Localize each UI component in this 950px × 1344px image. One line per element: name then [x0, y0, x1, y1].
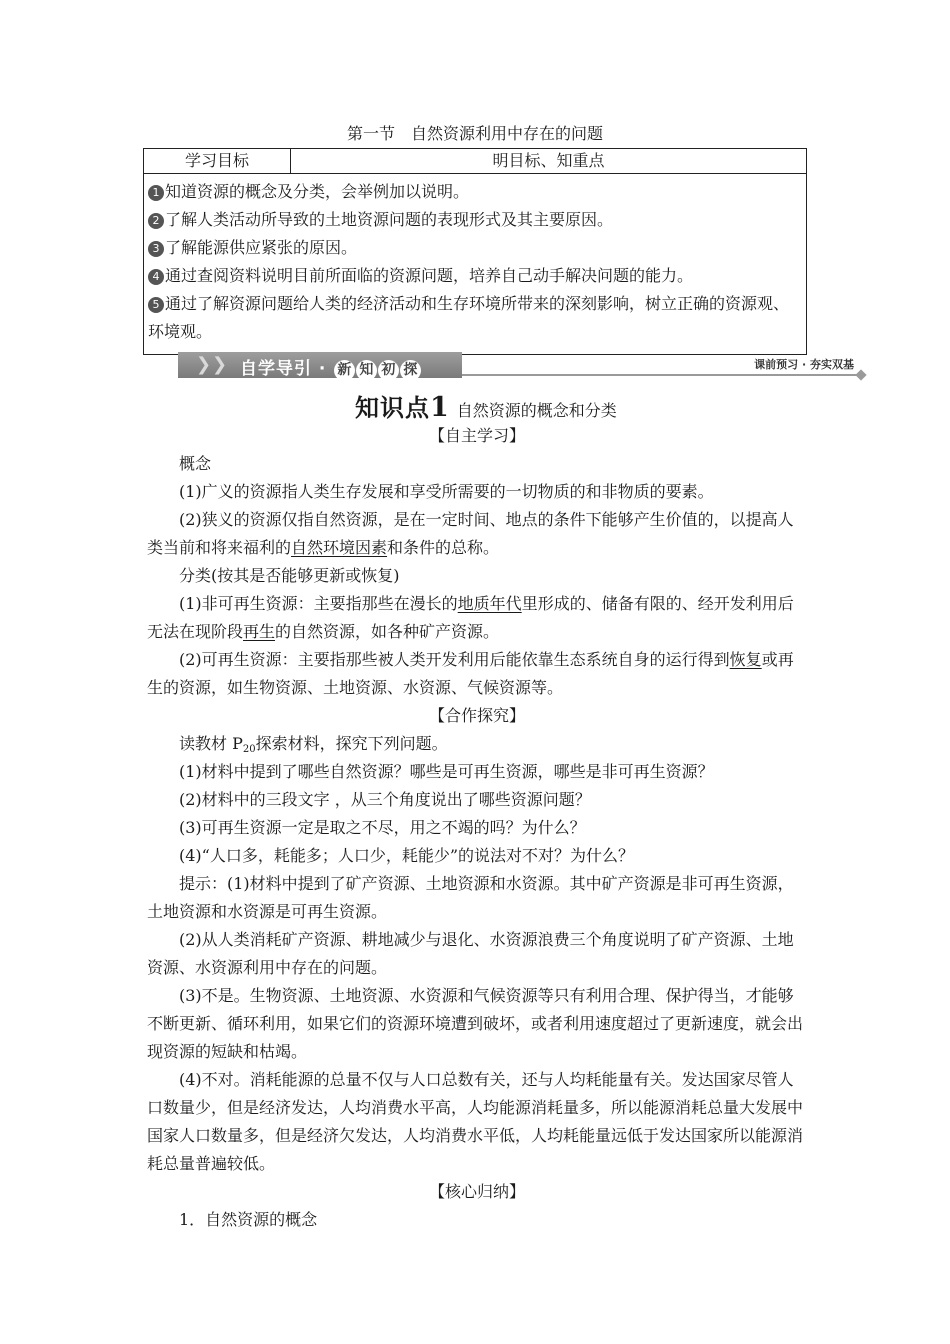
goal-item: [148, 262, 802, 290]
number-badge-icon: 3: [148, 241, 164, 257]
knowledge-point-label: 知识点: [355, 394, 430, 422]
section-title: 第一节 自然资源利用中存在的问题: [346, 124, 603, 143]
answer-3: (3)不是。生物资源、土地资源、水资源和气候资源等只有利用合理、保护得当，才能够不断更新、循环利用，如果它们的资源环境遭到破坏，或者利用速度超过了更新速度，就会出现资源的短缺和枯竭。: [147, 986, 804, 1061]
knowledge-point-number: 1: [430, 392, 449, 423]
circle-char: 初: [378, 360, 399, 381]
circle-char: 探: [400, 360, 421, 381]
underlined-term: 自然环境因素: [291, 538, 388, 557]
chevron-right-icon: ❯: [196, 354, 212, 375]
knowledge-point-heading: [355, 388, 617, 423]
question-4: (4)“人口多，耗能多；人口少，耗能少”的说法对不对？为什么？: [179, 846, 635, 865]
classification-paragraph-1: (1)非可再生资源：主要指那些在漫长的地质年代里形成的、储备有限的、经开发利用后无法在现阶段再生的自然资源，如各种矿产资源。: [147, 594, 794, 641]
goals-table-header: [144, 149, 807, 174]
question-2: (2)材料中的三段文字 ，从三个角度说出了哪些资源问题？: [179, 790, 591, 809]
question-1: (1)材料中提到了哪些自然资源？哪些是可再生资源，哪些是非可再生资源？: [179, 762, 714, 781]
circle-char: 新: [334, 360, 355, 381]
concept-paragraph-1: (1)广义的资源指人类生存发展和享受所需要的一切物质的和非物质的要素。: [179, 482, 714, 501]
chevron-right-icon: ❯: [212, 354, 228, 375]
answer-4: (4)不对。消耗能源的总量不仅与人口总数有关，还与人均耗能量有关。发达国家尽管人口数量少，但是经济发达，人均消费水平高，人均能源消耗量多，所以能源消耗总量大发展中国家人口数量多，但是经济欠发达，人均消费水平低，人均耗能量远低于发达国家所以能源消耗总量普遍较低。: [147, 1070, 804, 1173]
summary-item-1: 1．自然资源的概念: [179, 1210, 318, 1229]
banner-title: 自学导引 · 新 知 初 探: [240, 354, 421, 381]
cooperation-intro: 读教材 $P_{20}$探索材料，探究下列问题。: [179, 734, 448, 755]
goals-list: [144, 174, 807, 355]
summary-heading: 【核心归纳】: [428, 1182, 525, 1201]
question-3: (3)可再生资源一定是取之不尽，用之不竭的吗？为什么？: [179, 818, 586, 837]
concept-label: 概念: [179, 454, 212, 473]
number-badge-icon: 2: [148, 213, 164, 229]
classification-paragraph-2: (2)可再生资源：主要指那些被人类开发利用后能依靠生态系统自身的运行得到恢复或再生的资源，如生物资源、土地资源、水资源、气候资源等。: [147, 650, 794, 697]
goal-text: 通过了解资源问题给人类的经济活动和生存环境所带来的深刻影响，树立正确的资源观、环境观。: [148, 294, 790, 341]
goal-text: 了解人类活动所导致的土地资源问题的表现形式及其主要原因。: [165, 210, 614, 229]
learning-goals-table: [143, 148, 807, 355]
self-study-heading: 【自主学习】: [428, 426, 525, 445]
underlined-term: 恢复: [729, 650, 762, 669]
answer-1: 提示：(1)材料中提到了矿产资源、土地资源和水资源。其中矿产资源是非可再生资源，土地资源和水资源是可再生资源。: [147, 874, 794, 921]
number-badge-icon: 5: [148, 297, 164, 313]
banner-right-label: 课前预习 · 夯实双基: [754, 358, 854, 371]
diamond-icon: [855, 369, 866, 380]
underlined-term: 再生: [243, 622, 276, 641]
goal-item: [148, 178, 802, 206]
goal-item: [148, 234, 802, 262]
goals-col2-header: 明目标、知重点: [291, 149, 807, 174]
section-banner: [178, 352, 868, 378]
answer-2: (2)从人类消耗矿产资源、耕地减少与退化、水资源浪费三个角度说明了矿产资源、土地资源、水资源利用中存在的问题。: [147, 930, 794, 977]
goal-text: 知道资源的概念及分类，会举例加以说明。: [165, 182, 470, 201]
main-content: [147, 422, 807, 1234]
underlined-term: 地质年代: [457, 594, 522, 613]
goal-item: [148, 290, 802, 346]
goal-text: 通过查阅资料说明目前所面临的资源问题，培养自己动手解决问题的能力。: [165, 266, 694, 285]
banner-left-bar: [178, 352, 462, 378]
goals-col1-header: 学习目标: [144, 149, 291, 174]
classification-label: 分类(按其是否能够更新或恢复): [179, 566, 400, 585]
number-badge-icon: 4: [148, 269, 164, 285]
banner-divider: [462, 374, 862, 376]
circle-char: 知: [356, 360, 377, 381]
number-badge-icon: 1: [148, 185, 164, 201]
goal-item: [148, 206, 802, 234]
concept-paragraph-2: (2)狭义的资源仅指自然资源，是在一定时间、地点的条件下能够产生价值的，以提高人类当前和将来福利的自然环境因素和条件的总称。: [147, 510, 794, 557]
cooperation-heading: 【合作探究】: [428, 706, 525, 725]
knowledge-point-title: 自然资源的概念和分类: [456, 401, 617, 420]
goal-text: 了解能源供应紧张的原因。: [165, 238, 358, 257]
